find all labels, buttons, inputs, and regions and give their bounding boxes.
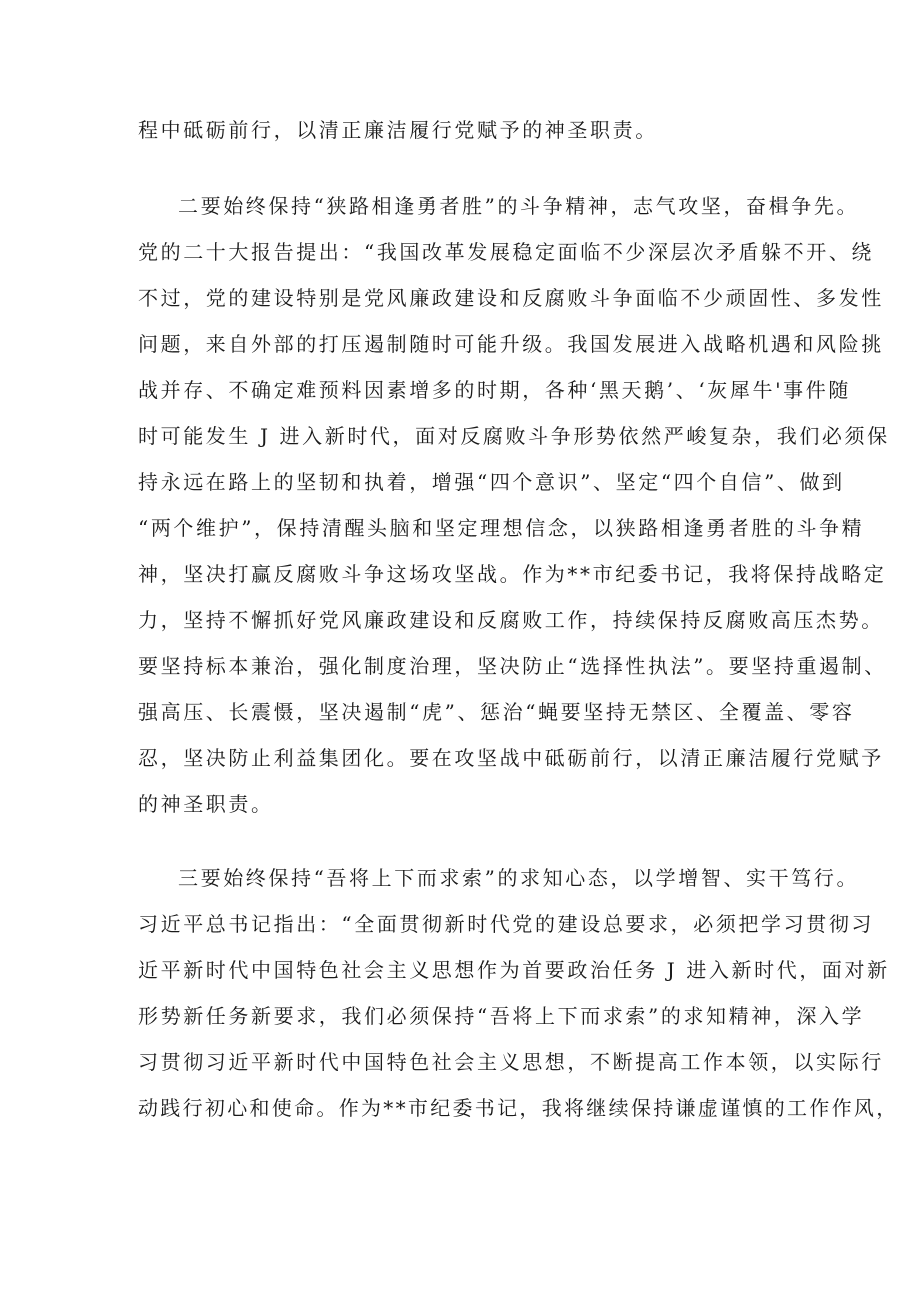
text-line: 形势新任务新要求，我们必须保持“吾将上下而求索”的求知精神，深入学 [138, 1004, 865, 1028]
text-line: 持永远在路上的坚韧和执着，增强“四个意识”、坚定“四个自信”、做到 [138, 470, 845, 494]
paragraph-first-line: 三要始终保持“吾将上下而求索”的求知心态，以学增智、实干笃行。 [178, 866, 860, 890]
text-line: 忍，坚决防止利益集团化。要在攻坚战中砥砺前行，以清正廉洁履行党赋予 [138, 746, 884, 770]
text-line: 近平新时代中国特色社会主义思想作为首要政治任务 J 进入新时代，面对新 [138, 958, 890, 982]
text-line: 动践行初心和使命。作为**市纪委书记，我将继续保持谦虚谨慎的工作作风， [138, 1096, 899, 1120]
text-line: 战并存、不确定难预料因素增多的时期，各种‘黑天鹅’、‘灰犀牛'事件随 [138, 378, 851, 402]
text-line: 强高压、长震慑，坚决遏制“虎”、惩治“蝇要坚持无禁区、全覆盖、零容 [138, 700, 855, 724]
text-line: 要坚持标本兼治，强化制度治理，坚决防止“选择性执法”。要坚持重遏制、 [138, 654, 887, 678]
text-line: 习贯彻习近平新时代中国特色社会主义思想，不断提高工作本领，以实际行 [138, 1050, 884, 1074]
text-line: “两个维护”，保持清醒头脑和坚定理想信念，以狭路相逢勇者胜的斗争精 [138, 516, 865, 540]
paragraph-first-line: 二要始终保持“狭路相逢勇者胜”的斗争精神，志气攻坚，奋楫争先。 [178, 194, 860, 218]
text-line: 不过，党的建设特别是党风廉政建设和反腐败斗争面临不少顽固性、多发性 [138, 286, 884, 310]
text-line: 时可能发生 J 进入新时代，面对反腐败斗争形势依然严峻复杂，我们必须保 [138, 424, 890, 448]
text-line: 党的二十大报告提出：“我国改革发展稳定面临不少深层次矛盾躲不开、绕 [138, 240, 875, 264]
text-line: 程中砥砺前行，以清正廉洁履行党赋予的神圣职责。 [138, 118, 658, 142]
text-line: 问题，来自外部的打压遏制随时可能升级。我国发展进入战略机遇和风险挑 [138, 332, 884, 356]
text-line: 的神圣职责。 [138, 792, 274, 816]
text-line: 习近平总书记指出：“全面贯彻新时代党的建设总要求，必须把学习贯彻习 [138, 912, 875, 936]
text-line: 力，坚持不懈抓好党风廉政建设和反腐败工作，持续保持反腐败高压杰势。 [138, 608, 884, 632]
text-line: 神，坚决打赢反腐败斗争这场攻坚战。作为**市纪委书记，我将保持战略定 [138, 562, 887, 586]
